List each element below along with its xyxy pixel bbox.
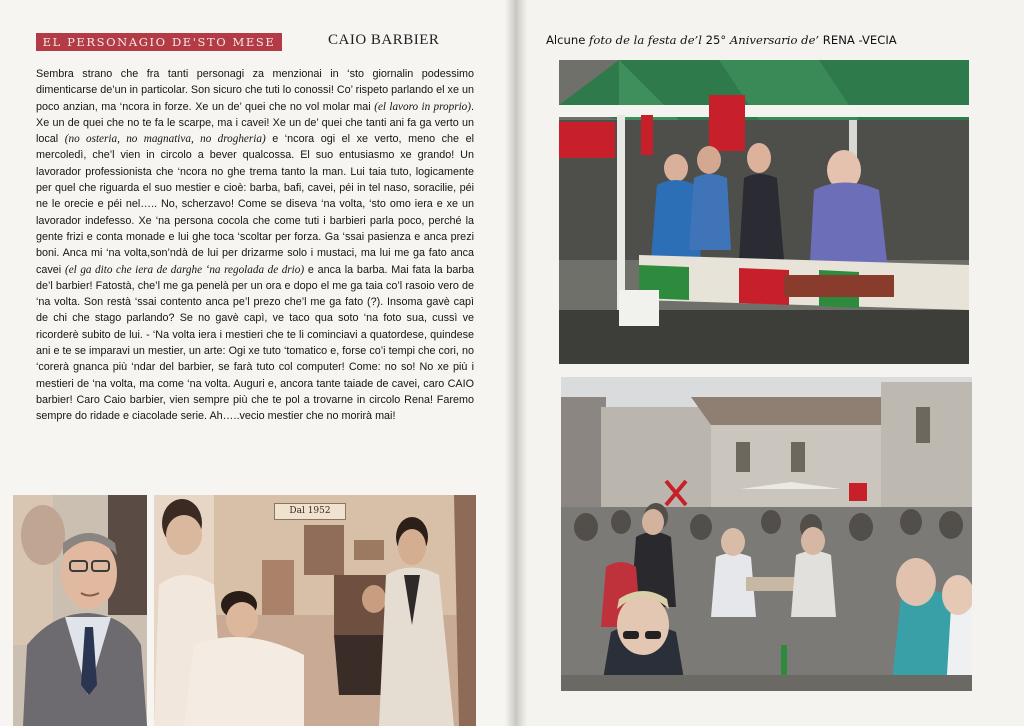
section-label: EL PERSONAGIO DE'STO MESE <box>36 33 282 51</box>
page-gutter <box>505 0 527 726</box>
photo-caption <box>546 33 897 47</box>
article-text-4: e anca la barba. Mai fata la barba de’l barbier! Fatostà, che’l me ga penelà per un ora e dopo el me ga taia co’l rasoio vero de ‘na volta. Son restà ‘ssai contento anca pe’l prezo che’l me ga fato (?). Insoma gavè capì de chi che stago parlando? Se no gavè capì, ve taco qua soto ‘na foto sua, cussì ve ricorderè subito de lui. - ‘Na volta iera i mestieri che te li cominciavi a quatordese, quindese ani e te se imparavi un mestier, un arte: Ogi xe tuto ‘tomatico e, forse co’i tempi che cori, no ‘corerà gnanca più ‘ndar del barbier, se farà tuto col computer! Come: no so! No xe più i mestieri de ‘na volta, ma come ‘na volta. Auguri e, ancora tante taiade de cavei, caro CAIO barbier! Caro Caio barbier, vien sempre più che te pol a trovarne in circolo Rena! Faremo sempre do ridade e ciacolade serie. Ah…..vecio mestier che no morirà mai! <box>36 263 474 423</box>
caption-part-5: RENA -VECIA <box>819 33 897 47</box>
article-text-2: . Xe un de quei che no te fa le scarpe, ma i cavei! Xe un de’ quei che tanti ani fa ga verto un local <box>36 100 474 146</box>
portrait-photo <box>13 495 147 726</box>
caption-part-3: 25° <box>701 33 730 47</box>
caption-part-4: Aniversario de’ <box>729 33 820 47</box>
article-text-1: Sembra strano che fra tanti personagi za menzionai in ‘sto giornalin podessimo dimenticarse de’un in particolar. Son sicuro che tuti lo conossi! Co’ rispeto parlando el xe un poco anzian, ma ‘ncora in forze. Xe un de’ quei che no vol molar mai <box>36 68 474 113</box>
article-body <box>36 66 474 425</box>
barber-shop-photo <box>154 495 476 726</box>
article-aside-1: (el lavoro in proprio) <box>374 100 471 113</box>
article-aside-3: (el ga dito che iera de darghe ‘na regolada de drio) <box>64 263 305 276</box>
caption-part-2: foto de la festa de’l <box>589 33 702 47</box>
festival-crowd-photo <box>561 377 972 691</box>
article-aside-2: (no osteria, no magnativa, no drogheria) <box>64 133 266 146</box>
festival-tent-photo <box>559 60 969 364</box>
article-text-3: e ‘ncora ogi el xe verto, meno che el mercoledì, che’l vien in circolo a bever qualcossa. El suo entusiasmo xe grando! Un lavorador professionista che ‘ncora no ghe trema tanto la man. Lui taia tuto, logicamente per quel che riguarda el suo mestier e cioè: barba, bafi, cavei, péi in tel naso, soracilie, péi ne le orecie e péi nel….. No, scherzavo! Come se diseva ‘na volta, ‘sto omo iera e xe un lavorador indefesso. Xe ‘na persona cocola che come tuti i barbieri parla poco, perché la gente frizi e conta monade e lui ghe toca ‘scoltar per forza. Ga ‘ssai pasienza e anca prezi boni. Anca mi ‘na volta,son’ndà de lui per drizarme solo i mustaci, ma lui me ga fato anca cavei <box>36 133 474 276</box>
caption-part-1: Alcune <box>546 33 590 47</box>
column-title: CAIO BARBIER <box>328 32 440 48</box>
shop-year-sign: Dal 1952 <box>274 503 346 520</box>
